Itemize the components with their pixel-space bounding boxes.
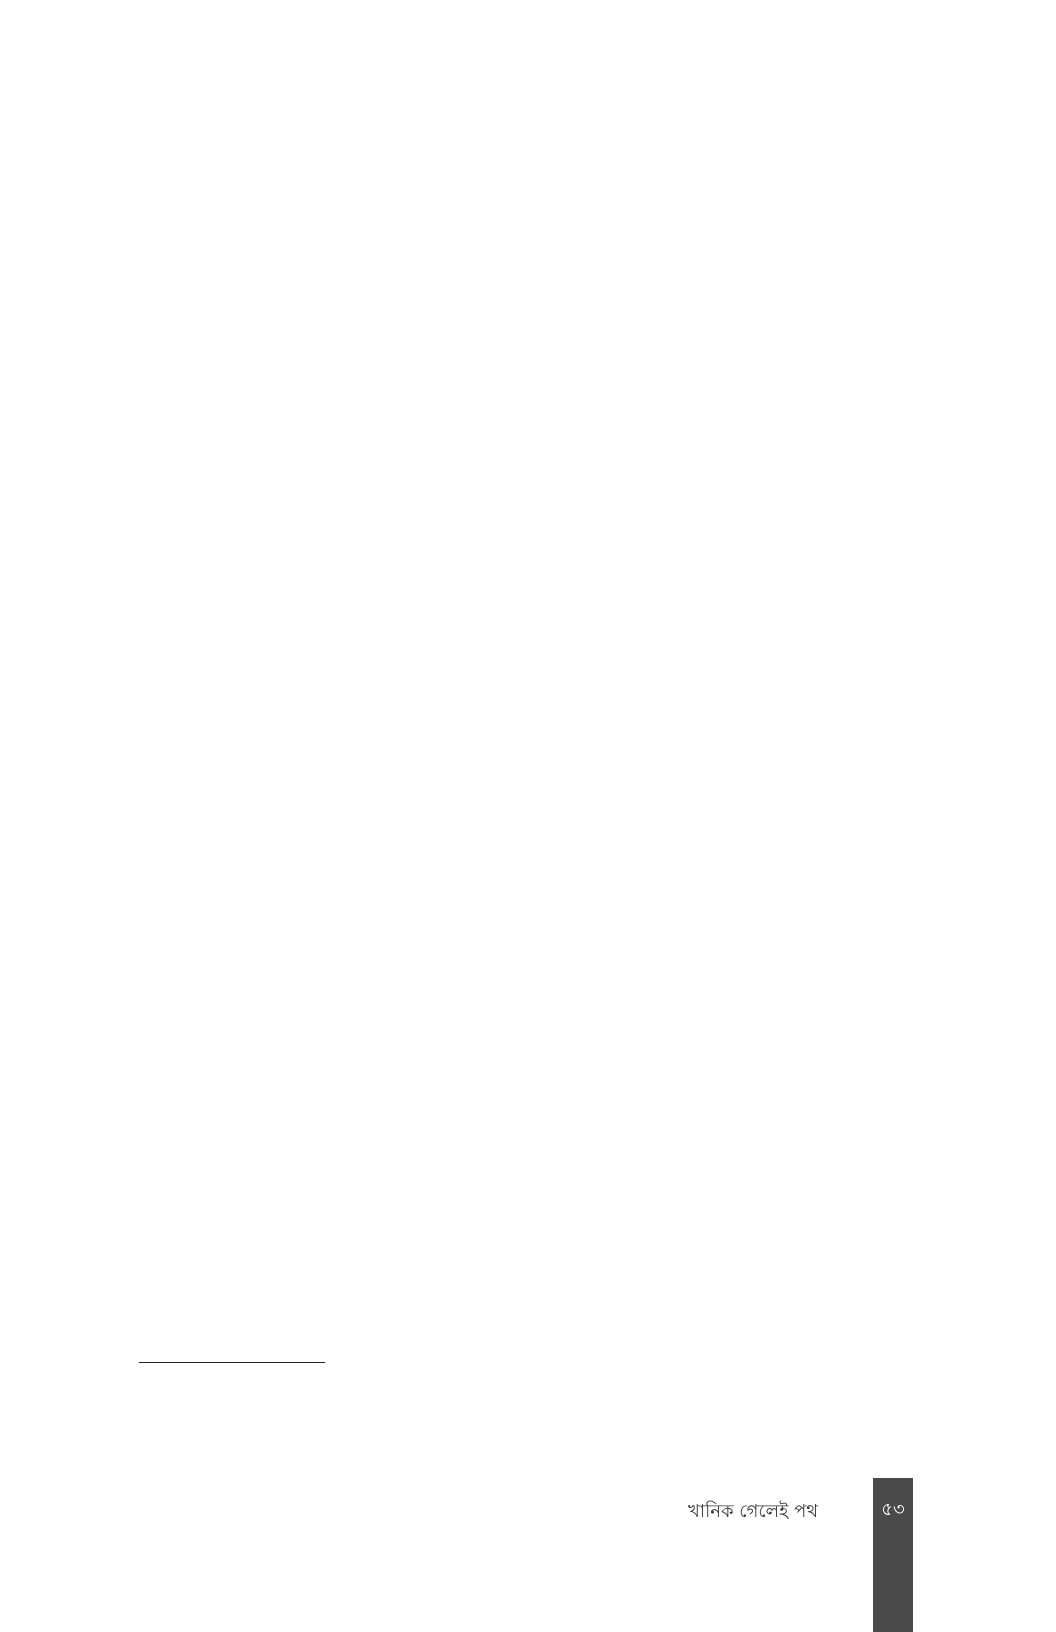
footnote-1 — [139, 1372, 539, 1400]
paragraph-4 — [139, 361, 877, 404]
paragraph-10 — [139, 831, 877, 874]
paragraph-7 — [139, 630, 877, 673]
running-title: খানিক গেলেই পথ — [688, 1501, 818, 1522]
paragraph-5 — [139, 496, 877, 539]
paragraph-6 — [139, 563, 877, 606]
paragraph-11 — [139, 898, 877, 941]
paragraph-1 — [139, 160, 877, 203]
paragraph-2 — [139, 227, 877, 270]
footnote-rule — [139, 1362, 325, 1363]
page-number: ৫৩ — [881, 1499, 905, 1520]
footnotes — [139, 1372, 539, 1456]
arabic-verse — [139, 428, 877, 478]
footnote-3 — [139, 1428, 539, 1456]
paragraph-3 — [139, 294, 877, 337]
paragraph-8 — [139, 697, 877, 740]
paragraph-9 — [139, 764, 877, 807]
page-tab — [873, 1478, 913, 1632]
footnote-2 — [139, 1400, 539, 1428]
page-text — [139, 160, 877, 965]
